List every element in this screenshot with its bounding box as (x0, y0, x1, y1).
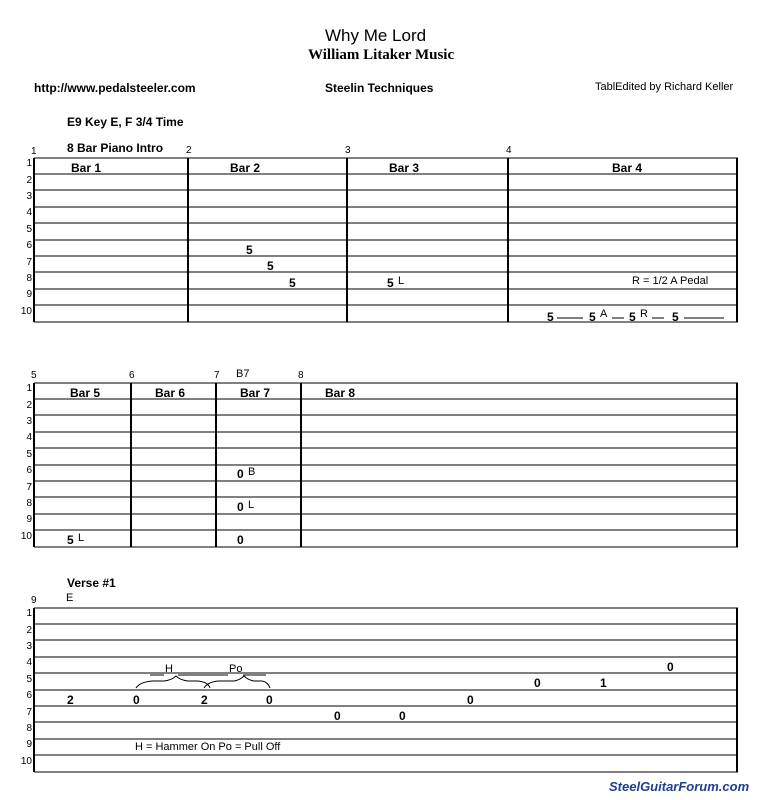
pedal-modifier: L (248, 499, 255, 511)
tab-note: 1 (600, 676, 607, 690)
section-label: Verse #1 (67, 576, 116, 590)
bar-number-9: 9 (31, 595, 37, 606)
center-heading: Steelin Techniques (325, 81, 434, 95)
bar-label-5: Bar 5 (70, 386, 101, 400)
bar-number-5: 5 (31, 370, 37, 381)
tab-note: 5 (672, 310, 679, 324)
string-number-4: 4 (26, 657, 32, 668)
bar-label-4: Bar 4 (612, 161, 643, 175)
bar-label-2: Bar 2 (230, 161, 261, 175)
technique-legend: H = Hammer On Po = Pull Off (135, 741, 281, 753)
bar-number-4: 4 (506, 145, 512, 156)
string-number-2: 2 (26, 400, 32, 411)
string-number-7: 7 (26, 707, 32, 718)
tab-note: 5 (589, 310, 596, 324)
pedal-modifier: L (78, 532, 85, 544)
website-link[interactable]: http://www.pedalsteeler.com (34, 81, 196, 95)
string-number-7: 7 (26, 482, 32, 493)
string-number-8: 8 (26, 273, 32, 284)
tab-note: 0 (534, 676, 541, 690)
pedal-annotation: R = 1/2 A Pedal (632, 275, 709, 287)
tab-staff-system-1 (0, 150, 766, 320)
string-number-3: 3 (26, 416, 32, 427)
hammer-on-marker: H (165, 663, 173, 675)
bar-label-3: Bar 3 (389, 161, 420, 175)
pedal-modifier: A (600, 308, 608, 320)
tab-note: 0 (266, 693, 273, 707)
string-number-1: 1 (26, 608, 32, 619)
tab-note: 0 (133, 693, 140, 707)
pedal-modifier: L (398, 275, 405, 287)
tab-note: 0 (334, 709, 341, 723)
pedal-modifier: R (640, 308, 648, 320)
string-number-1: 1 (26, 158, 32, 169)
tab-note: 5 (246, 243, 253, 257)
bar-number-2: 2 (186, 145, 192, 156)
tab-note: 5 (267, 259, 274, 273)
string-number-6: 6 (26, 690, 32, 701)
intro-label: 8 Bar Piano Intro (67, 141, 164, 155)
bar-number-6: 6 (129, 370, 135, 381)
tab-note: 2 (67, 693, 74, 707)
string-number-10: 10 (20, 306, 32, 317)
tab-staff-system-2 (0, 375, 766, 545)
tab-note: 5 (387, 276, 394, 290)
pull-off-marker: Po (229, 663, 243, 675)
string-number-8: 8 (26, 498, 32, 509)
string-number-2: 2 (26, 175, 32, 186)
string-number-5: 5 (26, 674, 32, 685)
tuning-line: E9 Key E, F 3/4 Time (67, 115, 184, 129)
bar-label-1: Bar 1 (71, 161, 102, 175)
chord-symbol: E (66, 592, 74, 604)
bar-number-7: 7 (214, 370, 220, 381)
bar-number-3: 3 (345, 145, 351, 156)
tab-note: 0 (237, 500, 244, 514)
string-number-7: 7 (26, 257, 32, 268)
tab-note: 5 (629, 310, 636, 324)
credit-text: TablEdited by Richard Keller (595, 81, 734, 93)
string-number-1: 1 (26, 383, 32, 394)
string-number-9: 9 (26, 514, 32, 525)
tab-note: 5 (67, 533, 74, 547)
tab-note: 0 (237, 533, 244, 547)
page-title: Why Me Lord (325, 26, 427, 45)
string-number-3: 3 (26, 641, 32, 652)
string-number-8: 8 (26, 723, 32, 734)
bar-label-6: Bar 6 (155, 386, 186, 400)
string-number-6: 6 (26, 465, 32, 476)
string-number-4: 4 (26, 207, 32, 218)
string-number-10: 10 (20, 531, 32, 542)
string-number-6: 6 (26, 240, 32, 251)
pedal-modifier: B (248, 466, 256, 478)
page-subtitle: William Litaker Music (308, 47, 455, 63)
bar-number-8: 8 (298, 370, 304, 381)
footer-brand[interactable]: SteelGuitarForum.com (609, 779, 750, 794)
bar-number-1: 1 (31, 146, 37, 157)
tab-note: 0 (667, 660, 674, 674)
string-number-2: 2 (26, 625, 32, 636)
tab-note: 5 (289, 276, 296, 290)
tab-note: 0 (237, 467, 244, 481)
string-number-3: 3 (26, 191, 32, 202)
chord-symbol: B7 (236, 368, 250, 380)
string-number-5: 5 (26, 449, 32, 460)
bar-label-8: Bar 8 (325, 386, 356, 400)
bar-label-7: Bar 7 (240, 386, 271, 400)
tab-note: 0 (399, 709, 406, 723)
string-number-4: 4 (26, 432, 32, 443)
tab-note: 2 (201, 693, 208, 707)
tab-note: 5 (547, 310, 554, 324)
string-number-9: 9 (26, 289, 32, 300)
string-number-10: 10 (20, 756, 32, 767)
tab-note: 0 (467, 693, 474, 707)
tab-staff-system-3 (0, 600, 766, 770)
string-number-5: 5 (26, 224, 32, 235)
string-number-9: 9 (26, 739, 32, 750)
